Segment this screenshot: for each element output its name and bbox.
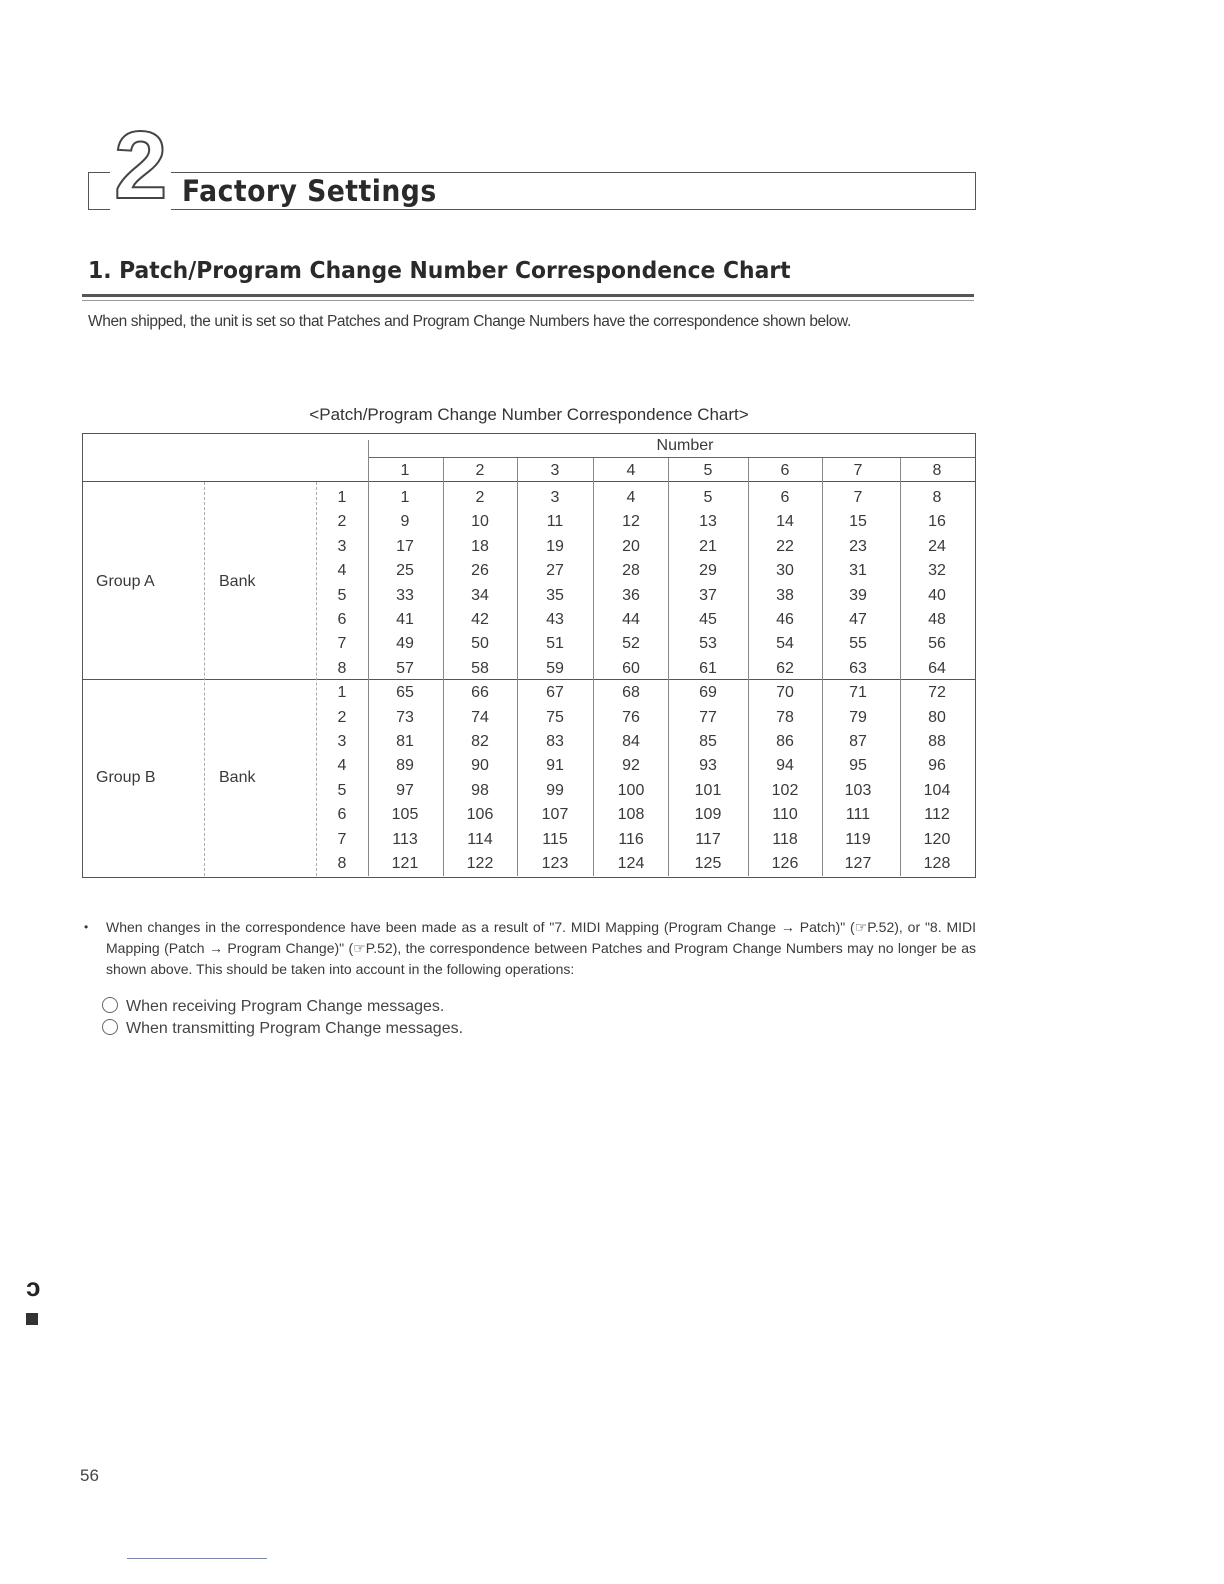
side-mark: ɔ (26, 1272, 41, 1302)
side-block-mark (26, 1313, 38, 1325)
program-number-cell: 40 (928, 586, 946, 604)
program-number-cell: 55 (849, 635, 867, 653)
program-number-cell: 89 (396, 757, 414, 775)
operation-item (106, 997, 444, 1016)
program-number-cell: 66 (471, 684, 489, 702)
circle-bullet-icon (102, 1019, 118, 1035)
program-number-cell: 60 (622, 659, 640, 677)
program-number-cell: 53 (699, 635, 717, 653)
program-number-cell: 128 (923, 855, 951, 872)
bank-index: 7 (337, 635, 347, 653)
number-header: Number (656, 437, 714, 454)
program-number-cell: 87 (849, 733, 867, 750)
program-number-cell: 70 (776, 684, 794, 702)
program-number-cell: 29 (699, 562, 717, 580)
program-number-cell: 28 (622, 562, 640, 580)
program-number-cell: 39 (849, 586, 867, 604)
table-header-rule (368, 457, 975, 458)
program-number-cell: 105 (391, 806, 419, 824)
program-number-cell: 62 (776, 659, 794, 677)
program-number-cell: 61 (699, 659, 717, 677)
program-number-cell: 78 (776, 708, 794, 726)
program-number-cell: 124 (617, 855, 645, 872)
program-number-cell: 72 (928, 684, 946, 702)
bank-index: 5 (337, 586, 347, 604)
program-number-cell: 86 (776, 733, 794, 750)
program-number-cell: 65 (396, 684, 414, 702)
program-number-cell: 114 (467, 830, 493, 848)
program-number-cell: 1 (400, 489, 410, 506)
program-number-cell: 75 (546, 708, 564, 726)
bank-index: 7 (337, 830, 347, 848)
program-number-cell: 26 (471, 562, 489, 580)
program-number-cell: 18 (471, 537, 489, 555)
program-number-cell: 51 (546, 635, 564, 653)
program-number-cell: 109 (694, 806, 722, 824)
footnote-bullet: • (84, 920, 89, 934)
bank-index: 8 (337, 659, 347, 677)
program-number-cell: 82 (471, 733, 489, 750)
bank-index: 4 (337, 562, 347, 580)
bank-index: 1 (337, 489, 347, 506)
program-number-cell: 127 (844, 855, 872, 872)
circle-bullet-icon (102, 997, 118, 1013)
program-number-cell: 17 (396, 537, 414, 555)
program-number-cell: 67 (546, 684, 564, 702)
program-number-cell: 95 (849, 757, 867, 775)
program-number-cell: 21 (699, 537, 717, 555)
program-number-cell: 52 (622, 635, 640, 653)
program-number-cell: 42 (471, 611, 489, 628)
program-number-cell: 5 (703, 489, 713, 506)
program-number-cell: 33 (396, 586, 414, 604)
column-number-header: 8 (932, 462, 942, 479)
table-group-divider (83, 679, 975, 680)
footnote-text: When changes in the correspondence have been made as a result of "7. MIDI Mapping (Program Change → Patch)" (☞P.52), or "8. MIDI Mapping (Patch → Program Change)" (☞P.52), the correspondence between Patches and Program Change Numbers may no longer be as shown above. This should be taken into account in the following operations: (106, 919, 976, 977)
program-number-cell: 121 (391, 855, 419, 872)
operation-text: When receiving Program Change messages. (126, 998, 445, 1015)
program-number-cell: 81 (396, 733, 414, 750)
bank-index: 3 (337, 537, 347, 555)
program-number-cell: 49 (396, 635, 414, 653)
table-header-bottom-rule (83, 481, 975, 482)
section-divider (82, 294, 974, 297)
bank-index: 6 (337, 806, 347, 824)
program-number-cell: 31 (849, 562, 867, 580)
column-number-header: 6 (780, 462, 790, 479)
program-number-cell: 76 (622, 708, 640, 726)
program-number-cell: 74 (471, 708, 489, 726)
table-label-divider (204, 482, 205, 876)
program-number-cell: 50 (471, 635, 489, 653)
intro-paragraph: When shipped, the unit is set so that Patches and Program Change Numbers have the correspondence shown below. (88, 313, 851, 330)
program-number-cell: 79 (849, 708, 867, 726)
program-number-cell: 106 (466, 806, 494, 824)
bank-index: 6 (337, 611, 347, 628)
column-number-header: 1 (400, 462, 410, 479)
program-number-cell: 8 (932, 489, 942, 506)
operation-item (106, 1019, 463, 1038)
program-number-cell: 123 (541, 855, 569, 872)
bank-label: Bank (219, 573, 256, 591)
program-number-cell: 77 (699, 708, 717, 726)
program-number-cell: 91 (546, 757, 564, 775)
program-number-cell: 120 (923, 830, 951, 848)
bank-index: 4 (337, 757, 347, 775)
program-number-cell: 3 (550, 489, 560, 506)
program-number-cell: 59 (546, 659, 564, 677)
program-number-cell: 115 (542, 830, 568, 848)
program-number-cell: 92 (622, 757, 640, 775)
program-number-cell: 16 (928, 513, 946, 531)
program-number-cell: 88 (928, 733, 946, 750)
bank-index: 2 (337, 513, 347, 531)
program-number-cell: 94 (776, 757, 794, 775)
program-number-cell: 48 (928, 611, 946, 628)
program-number-cell: 25 (396, 562, 414, 580)
program-number-cell: 116 (618, 830, 644, 848)
column-number-header: 5 (703, 462, 713, 479)
program-number-cell: 10 (471, 513, 489, 531)
program-number-cell: 19 (546, 537, 564, 555)
program-number-cell: 14 (776, 513, 794, 531)
column-number-header: 3 (550, 462, 560, 479)
program-number-cell: 125 (694, 855, 722, 872)
program-number-cell: 68 (622, 684, 640, 702)
program-number-cell: 83 (546, 733, 564, 750)
program-number-cell: 35 (546, 586, 564, 604)
column-number-header: 2 (475, 462, 485, 479)
program-number-cell: 27 (546, 562, 564, 580)
program-number-cell: 102 (771, 781, 799, 799)
program-number-cell: 117 (695, 830, 721, 848)
program-number-cell: 47 (849, 611, 867, 628)
program-number-cell: 64 (928, 659, 946, 677)
program-number-cell: 34 (471, 586, 489, 604)
program-number-cell: 2 (475, 489, 485, 506)
program-number-cell: 90 (471, 757, 489, 775)
program-number-cell: 9 (400, 513, 410, 531)
program-number-cell: 15 (849, 513, 867, 531)
program-number-cell: 20 (622, 537, 640, 555)
program-number-cell: 119 (845, 830, 871, 848)
program-number-cell: 45 (699, 611, 717, 628)
chapter-title: Factory Settings (182, 174, 442, 208)
section-divider-thin (82, 300, 974, 301)
program-number-cell: 69 (699, 684, 717, 702)
column-number-header: 7 (853, 462, 863, 479)
bank-index: 3 (337, 733, 347, 750)
program-number-cell: 11 (546, 513, 564, 531)
program-number-cell: 37 (699, 586, 717, 604)
program-number-cell: 113 (392, 830, 418, 848)
bottom-rule (127, 1558, 267, 1559)
program-number-cell: 38 (776, 586, 794, 604)
program-number-cell: 122 (466, 855, 494, 872)
program-number-cell: 22 (776, 537, 794, 555)
bank-index: 2 (337, 708, 347, 726)
operation-text: When transmitting Program Change messages. (126, 1020, 464, 1037)
program-number-cell: 85 (699, 733, 717, 750)
program-number-cell: 103 (844, 781, 872, 799)
program-number-cell: 13 (699, 513, 717, 531)
program-number-cell: 57 (396, 659, 414, 677)
column-number-header: 4 (626, 462, 636, 479)
program-number-cell: 43 (546, 611, 564, 628)
program-number-cell: 96 (928, 757, 946, 775)
table-caption: <Patch/Program Change Number Correspondence Chart> (309, 405, 749, 424)
program-number-cell: 110 (772, 806, 798, 824)
program-number-cell: 111 (845, 806, 871, 824)
chapter-number: 2 (110, 118, 171, 214)
program-number-cell: 7 (853, 489, 863, 506)
program-number-cell: 108 (617, 806, 645, 824)
program-number-cell: 101 (694, 781, 722, 799)
program-number-cell: 63 (849, 659, 867, 677)
program-number-cell: 97 (396, 781, 414, 799)
program-number-cell: 71 (849, 684, 867, 702)
program-number-cell: 84 (622, 733, 640, 750)
program-number-cell: 80 (928, 708, 946, 726)
program-number-cell: 54 (776, 635, 794, 653)
page-number: 56 (80, 1466, 99, 1485)
bank-index: 8 (337, 855, 347, 872)
program-number-cell: 112 (924, 806, 950, 824)
program-number-cell: 30 (776, 562, 794, 580)
group-label: Group B (96, 768, 156, 786)
program-number-cell: 46 (776, 611, 794, 628)
bank-index: 1 (337, 684, 347, 702)
program-number-cell: 118 (772, 830, 798, 848)
program-number-cell: 126 (771, 855, 799, 872)
group-label: Group A (96, 573, 155, 591)
program-number-cell: 99 (546, 781, 564, 799)
program-number-cell: 4 (626, 489, 636, 506)
program-number-cell: 44 (622, 611, 640, 628)
program-number-cell: 41 (396, 611, 414, 628)
program-number-cell: 56 (928, 635, 946, 653)
program-number-cell: 93 (699, 757, 717, 775)
program-number-cell: 6 (780, 489, 790, 506)
section-heading: 1. Patch/Program Change Number Correspondence Chart (88, 258, 791, 284)
program-number-cell: 100 (617, 781, 645, 799)
program-number-cell: 104 (923, 781, 951, 799)
program-number-cell: 23 (849, 537, 867, 555)
program-number-cell: 32 (928, 562, 946, 580)
bank-index: 5 (337, 781, 347, 799)
program-number-cell: 107 (541, 806, 569, 824)
program-number-cell: 58 (471, 659, 489, 677)
program-number-cell: 24 (928, 537, 946, 555)
program-number-cell: 73 (396, 708, 414, 726)
program-number-cell: 12 (622, 513, 640, 531)
program-number-cell: 98 (471, 781, 489, 799)
bank-label: Bank (219, 768, 256, 786)
program-number-cell: 36 (622, 586, 640, 604)
